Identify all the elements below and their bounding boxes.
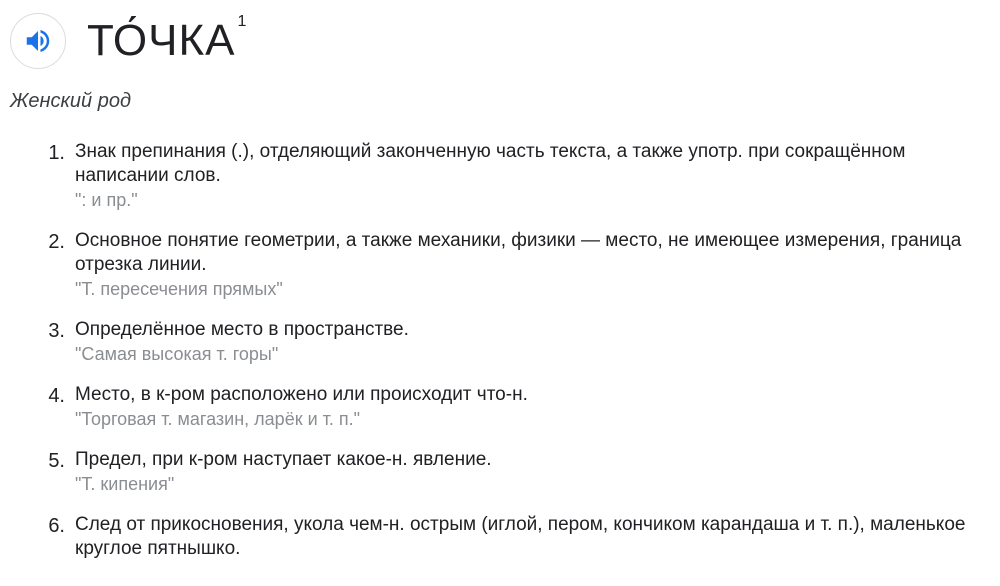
definition-text: Знак препинания (.), отделяющий законченную часть текста, а также употр. при сокращённом написании слов. (75, 141, 906, 186)
definition-item (30, 229, 995, 301)
entry-header (10, 10, 246, 72)
definition-example: "Т. пересечения прямых" (75, 279, 283, 299)
definitions-list (30, 140, 995, 578)
definition-body (75, 229, 995, 301)
definition-text: Предел, при к-ром наступает какое-н. явление. (75, 449, 492, 470)
headword: ТО́ЧКА (87, 16, 236, 65)
audio-button[interactable] (10, 13, 66, 69)
definition-example: "Самая высокая т. горы" (75, 344, 279, 364)
definition-body (75, 318, 995, 366)
definition-body (75, 513, 995, 561)
definition-item (30, 383, 995, 431)
headword-group (87, 10, 246, 72)
definition-item (30, 448, 995, 496)
definition-body (75, 448, 995, 496)
part-of-speech: Женский род (10, 90, 132, 112)
homograph-number: 1 (237, 13, 247, 30)
speaker-icon (23, 26, 53, 56)
definition-item (30, 318, 995, 366)
definition-number: 1. (48, 142, 65, 164)
definition-body (75, 383, 995, 431)
definition-number: 6. (48, 515, 65, 537)
definition-item (30, 140, 995, 212)
definition-example: "Т. кипения" (75, 474, 175, 494)
definition-example: "Торговая т. магазин, ларёк и т. п." (75, 409, 361, 429)
definition-number: 5. (48, 450, 65, 472)
definition-text: Основное понятие геометрии, а также механики, физики — место, не имеющее измерения, граница отрезка линии. (75, 230, 962, 275)
definition-body (75, 140, 995, 212)
definition-number: 2. (48, 231, 65, 253)
definition-number: 3. (48, 320, 65, 342)
definition-example: ": и пр." (75, 190, 138, 210)
definition-text: След от прикосновения, укола чем-н. острым (иглой, пером, кончиком карандаша и т. п.), маленькое круглое пятнышко. (75, 514, 966, 559)
definition-text: Определённое место в пространстве. (75, 319, 409, 340)
definition-number: 4. (48, 385, 65, 407)
definition-item (30, 513, 995, 561)
definition-text: Место, в к-ром расположено или происходит что-н. (75, 384, 528, 405)
